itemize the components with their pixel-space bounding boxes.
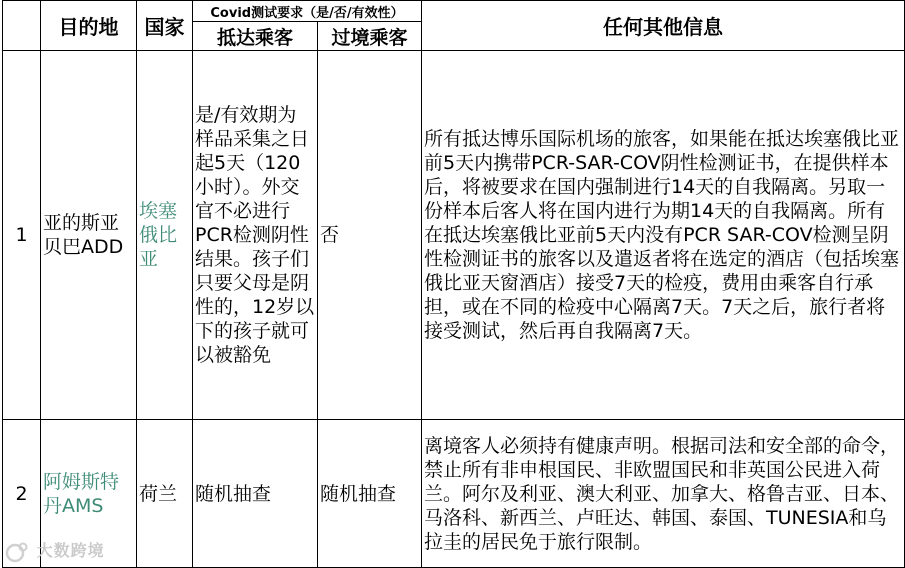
row-transit: 否 — [318, 51, 422, 420]
row-number: 2 — [3, 420, 41, 568]
row-arriving: 是/有效期为样品采集之日起5天（120小时）。外交官不必进行PCR检测阴性结果。孩子们只要父母是阴性的，12岁以下的孩子就可以被豁免 — [193, 51, 318, 420]
header-arriving-passengers: 抵达乘客 — [193, 22, 318, 51]
row-country: 埃塞俄比亚 — [137, 51, 193, 420]
row-country: 荷兰 — [137, 420, 193, 568]
row-info: 所有抵达博乐国际机场的旅客，如果能在抵达埃塞俄比亚前5天内携带PCR-SAR-COV阴性检测证书，在提供样本后，将被要求在国内强制进行14天的自我隔离。另取一份样本后客人将在国内进行为期14天的自我隔离。所有在抵达埃塞俄比亚前5天内没有PCR SAR-COV检测呈阴性检测证书的旅客以及遣返者将在选定的酒店（包括埃塞俄比亚天窗酒店）接受7天的检疫，费用由乘客自行承担，或在不同的检疫中心隔离7天。7天之后，旅行者将接受测试，然后再自我隔离7天。 — [422, 51, 905, 420]
row-arriving: 随机抽查 — [193, 420, 318, 568]
row-destination: 亚的斯亚贝巴ADD — [41, 51, 137, 420]
table-row — [3, 51, 905, 420]
header-covid-requirement: Covid测试要求（是/否/有效性） — [193, 1, 422, 22]
row-info: 离境客人必须持有健康声明。根据司法和安全部的命令，禁止所有非申根国民、非欧盟国民和非英国公民进入荷兰。阿尔及利亚、澳大利亚、加拿大、格鲁吉亚、日本、马洛科、新西兰、卢旺达、韩国、泰国、TUNESIA和乌拉圭的居民免于旅行限制。 — [422, 420, 905, 568]
table-row — [3, 420, 905, 568]
header-country: 国家 — [137, 1, 193, 51]
watermark-text: 大数跨境 — [36, 541, 105, 560]
header-number — [3, 1, 41, 51]
watermark-logo-icon — [4, 541, 30, 563]
covid-requirements-table — [2, 0, 905, 568]
watermark — [4, 538, 105, 563]
header-other-info: 任何其他信息 — [422, 1, 905, 51]
row-destination: 阿姆斯特丹AMS — [41, 420, 137, 568]
row-transit: 随机抽查 — [318, 420, 422, 568]
row-number: 1 — [3, 51, 41, 420]
header-transit-passengers: 过境乘客 — [318, 22, 422, 51]
header-destination: 目的地 — [41, 1, 137, 51]
